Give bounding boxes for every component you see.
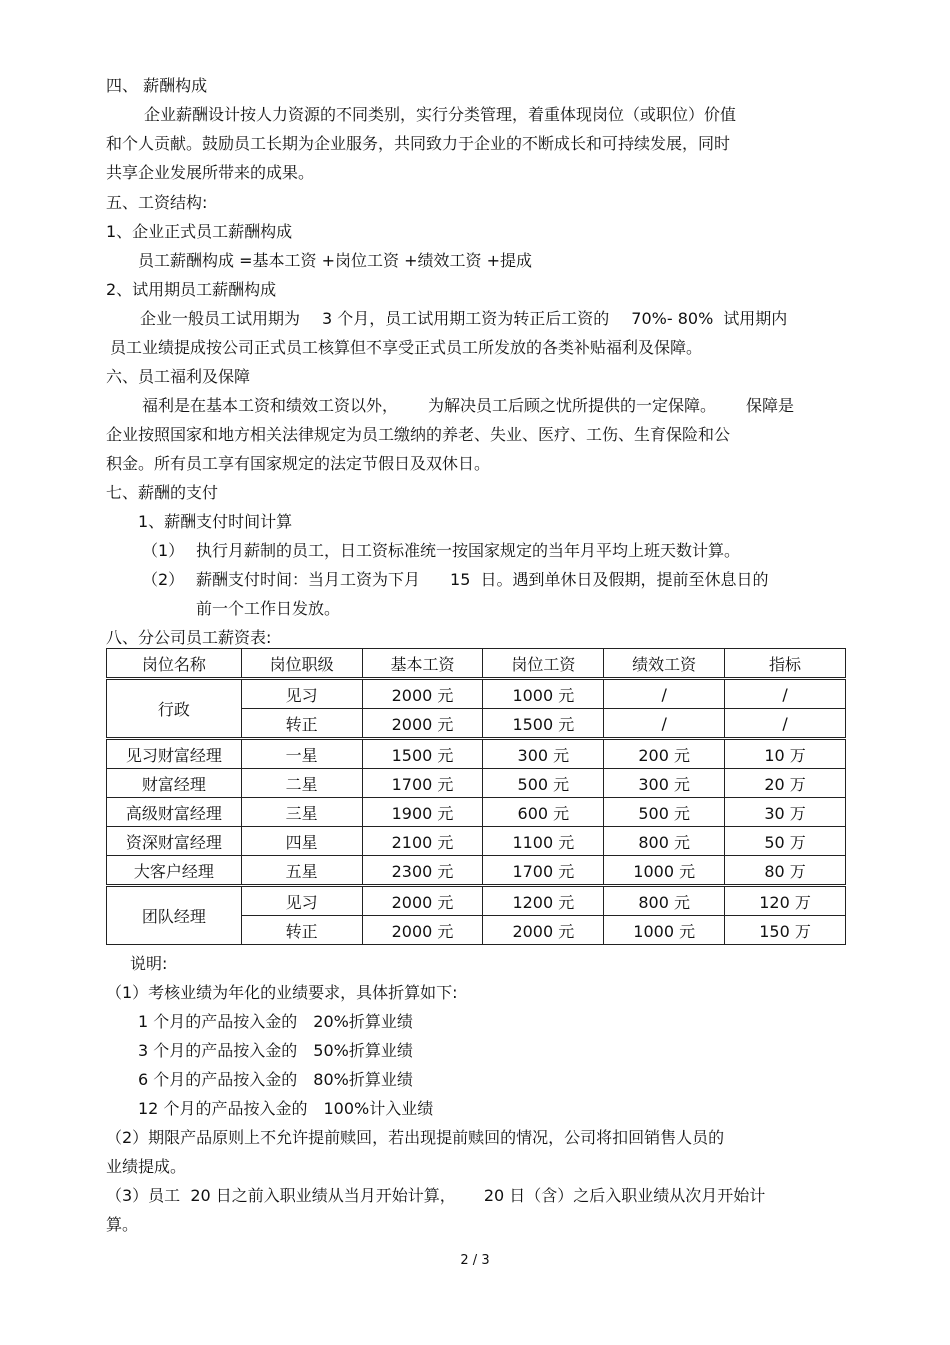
salary-table — [106, 648, 846, 945]
level-cell: 见习 — [241, 679, 362, 709]
conversion-rate: 100%计入业绩 — [323, 1099, 434, 1118]
table-row — [107, 856, 846, 886]
section-7-item-2-text — [196, 570, 769, 590]
base-salary-cell: 2000 元 — [362, 916, 483, 945]
level-cell: 一星 — [241, 739, 362, 769]
performance-salary-cell: 1000 元 — [604, 856, 725, 886]
base-salary-cell: 2000 元 — [362, 886, 483, 916]
note-2-line-2: 业绩提成。 — [106, 1157, 187, 1176]
performance-salary-cell: / — [604, 679, 725, 709]
base-salary-cell: 2100 元 — [362, 827, 483, 856]
base-salary-cell: 1900 元 — [362, 798, 483, 827]
base-salary-cell: 1500 元 — [362, 739, 483, 769]
target-cell: 120 万 — [725, 886, 846, 916]
section-6-title: 六、员工福利及保障 — [106, 367, 251, 386]
conversion-term: 6 个月的产品按入金的 — [138, 1070, 298, 1089]
post-salary-cell: 500 元 — [483, 769, 604, 798]
section-6-paragraph-line-2: 企业按照国家和地方相关法律规定为员工缴纳的养老、失业、医疗、工伤、生育保险和公 — [106, 425, 731, 444]
trial-period-text-a: 企业一般员工试用期为 — [140, 309, 301, 328]
conversion-line-2 — [138, 1041, 413, 1061]
conversion-term: 3 个月的产品按入金的 — [138, 1041, 298, 1060]
table-row — [107, 739, 846, 769]
target-cell: 50 万 — [725, 827, 846, 856]
header-cell: 岗位职级 — [241, 649, 362, 679]
target-cell: 30 万 — [725, 798, 846, 827]
conversion-rate: 20%折算业绩 — [313, 1012, 413, 1031]
position-cell: 高级财富经理 — [107, 798, 242, 827]
section-5-paragraph-line-2: 员工业绩提成按公司正式员工核算但不享受正式员工所发放的各类补贴福利及保障。 — [110, 338, 703, 357]
level-cell: 五星 — [241, 856, 362, 886]
payday-text-b: 15 日。遇到单休日及假期，提前至休息日的 — [450, 570, 769, 589]
trial-period-text-b: 3 个月，员工试用期工资为转正后工资的 — [322, 309, 610, 328]
note-2-line-1: （2）期限产品原则上不允许提前赎回，若出现提前赎回的情况，公司将扣回销售人员的 — [106, 1128, 725, 1147]
trial-period-text-d: 试用期内 — [723, 309, 788, 328]
post-salary-cell: 600 元 — [483, 798, 604, 827]
level-cell: 见习 — [241, 886, 362, 916]
table-row — [107, 798, 846, 827]
performance-salary-cell: 200 元 — [604, 739, 725, 769]
table-row — [107, 679, 846, 709]
position-cell: 见习财富经理 — [107, 739, 242, 769]
note-3-text-a: （3）员工 20 日之前入职业绩从当月开始计算， — [106, 1186, 456, 1205]
level-cell: 转正 — [241, 709, 362, 739]
note-3-text-b: 20 日（含）之后入职业绩从次月开始计 — [483, 1186, 766, 1205]
section-5-title: 五、工资结构: — [106, 193, 208, 212]
base-salary-cell: 2300 元 — [362, 856, 483, 886]
table-row — [107, 827, 846, 856]
position-cell: 大客户经理 — [107, 856, 242, 886]
header-cell: 岗位工资 — [483, 649, 604, 679]
post-salary-cell: 1700 元 — [483, 856, 604, 886]
base-salary-cell: 2000 元 — [362, 709, 483, 739]
section-7-item-1-text: 执行月薪制的员工，日工资标准统一按国家规定的当年月平均上班天数计算。 — [196, 541, 741, 560]
section-5-formula: 员工薪酬构成 =基本工资 +岗位工资 +绩效工资 +提成 — [138, 251, 532, 270]
conversion-line-4 — [138, 1099, 433, 1119]
section-7-subtitle: 1、薪酬支付时间计算 — [138, 512, 293, 531]
payday-text-a: 薪酬支付时间：当月工资为下月 — [196, 570, 421, 589]
base-salary-cell: 2000 元 — [362, 679, 483, 709]
header-cell: 基本工资 — [362, 649, 483, 679]
section-4-title: 四、 薪酬构成 — [106, 76, 208, 95]
post-salary-cell: 1500 元 — [483, 709, 604, 739]
post-salary-cell: 2000 元 — [483, 916, 604, 945]
position-cell: 团队经理 — [107, 886, 242, 945]
performance-salary-cell: 1000 元 — [604, 916, 725, 945]
section-5-item-1: 1、企业正式员工薪酬构成 — [106, 222, 293, 241]
target-cell: / — [725, 679, 846, 709]
table-row — [107, 886, 846, 916]
table-header-row — [107, 649, 846, 679]
position-cell: 资深财富经理 — [107, 827, 242, 856]
target-cell: 10 万 — [725, 739, 846, 769]
post-salary-cell: 300 元 — [483, 739, 604, 769]
header-cell: 岗位名称 — [107, 649, 242, 679]
section-6-paragraph-line-1 — [142, 396, 794, 416]
note-1: （1）考核业绩为年化的业绩要求，具体折算如下: — [106, 983, 458, 1002]
post-salary-cell: 1200 元 — [483, 886, 604, 916]
section-4-paragraph-line-1: 企业薪酬设计按人力资源的不同类别，实行分类管理，着重体现岗位（或职位）价值 — [144, 105, 737, 124]
performance-salary-cell: 500 元 — [604, 798, 725, 827]
section-7-title: 七、薪酬的支付 — [106, 483, 219, 502]
section-8-title: 八、分公司员工薪资表: — [106, 628, 272, 647]
section-6-paragraph-line-3: 积金。所有员工享有国家规定的法定节假日及双休日。 — [106, 454, 491, 473]
section-5-paragraph-line-1 — [140, 309, 787, 329]
section-4-paragraph-line-2: 和个人贡献。鼓励员工长期为企业服务，共同致力于企业的不断成长和可持续发展，同时 — [106, 134, 731, 153]
target-cell: / — [725, 709, 846, 739]
welfare-text-a: 福利是在基本工资和绩效工资以外， — [142, 396, 399, 415]
target-cell: 80 万 — [725, 856, 846, 886]
welfare-text-b: 为解决员工后顾之忧所提供的一定保障。 — [428, 396, 717, 415]
conversion-term: 1 个月的产品按入金的 — [138, 1012, 298, 1031]
conversion-line-3 — [138, 1070, 413, 1090]
section-5-item-2: 2、试用期员工薪酬构成 — [106, 280, 277, 299]
post-salary-cell: 1100 元 — [483, 827, 604, 856]
conversion-rate: 50%折算业绩 — [313, 1041, 413, 1060]
performance-salary-cell: 800 元 — [604, 827, 725, 856]
section-7-item-1-number: （1） — [142, 541, 185, 560]
page-number: 2 / 3 — [460, 1253, 490, 1268]
header-cell: 绩效工资 — [604, 649, 725, 679]
position-cell: 行政 — [107, 679, 242, 739]
base-salary-cell: 1700 元 — [362, 769, 483, 798]
notes-title: 说明: — [130, 954, 168, 973]
header-cell: 指标 — [725, 649, 846, 679]
section-7-item-2-number: （2） — [142, 570, 185, 589]
position-cell: 财富经理 — [107, 769, 242, 798]
welfare-text-c: 保障是 — [746, 396, 795, 415]
post-salary-cell: 1000 元 — [483, 679, 604, 709]
conversion-rate: 80%折算业绩 — [313, 1070, 413, 1089]
level-cell: 二星 — [241, 769, 362, 798]
level-cell: 转正 — [241, 916, 362, 945]
level-cell: 三星 — [241, 798, 362, 827]
level-cell: 四星 — [241, 827, 362, 856]
conversion-term: 12 个月的产品按入金的 — [138, 1099, 308, 1118]
performance-salary-cell: 300 元 — [604, 769, 725, 798]
performance-salary-cell: 800 元 — [604, 886, 725, 916]
note-3-line-2: 算。 — [106, 1215, 139, 1234]
section-4-paragraph-line-3: 共享企业发展所带来的成果。 — [106, 163, 315, 182]
target-cell: 150 万 — [725, 916, 846, 945]
target-cell: 20 万 — [725, 769, 846, 798]
table-row — [107, 769, 846, 798]
performance-salary-cell: / — [604, 709, 725, 739]
trial-period-percent: 70%- 80% — [631, 309, 714, 328]
section-7-item-2-text-cont: 前一个工作日发放。 — [196, 599, 341, 618]
note-3-line-1 — [106, 1186, 765, 1206]
conversion-line-1 — [138, 1012, 413, 1032]
